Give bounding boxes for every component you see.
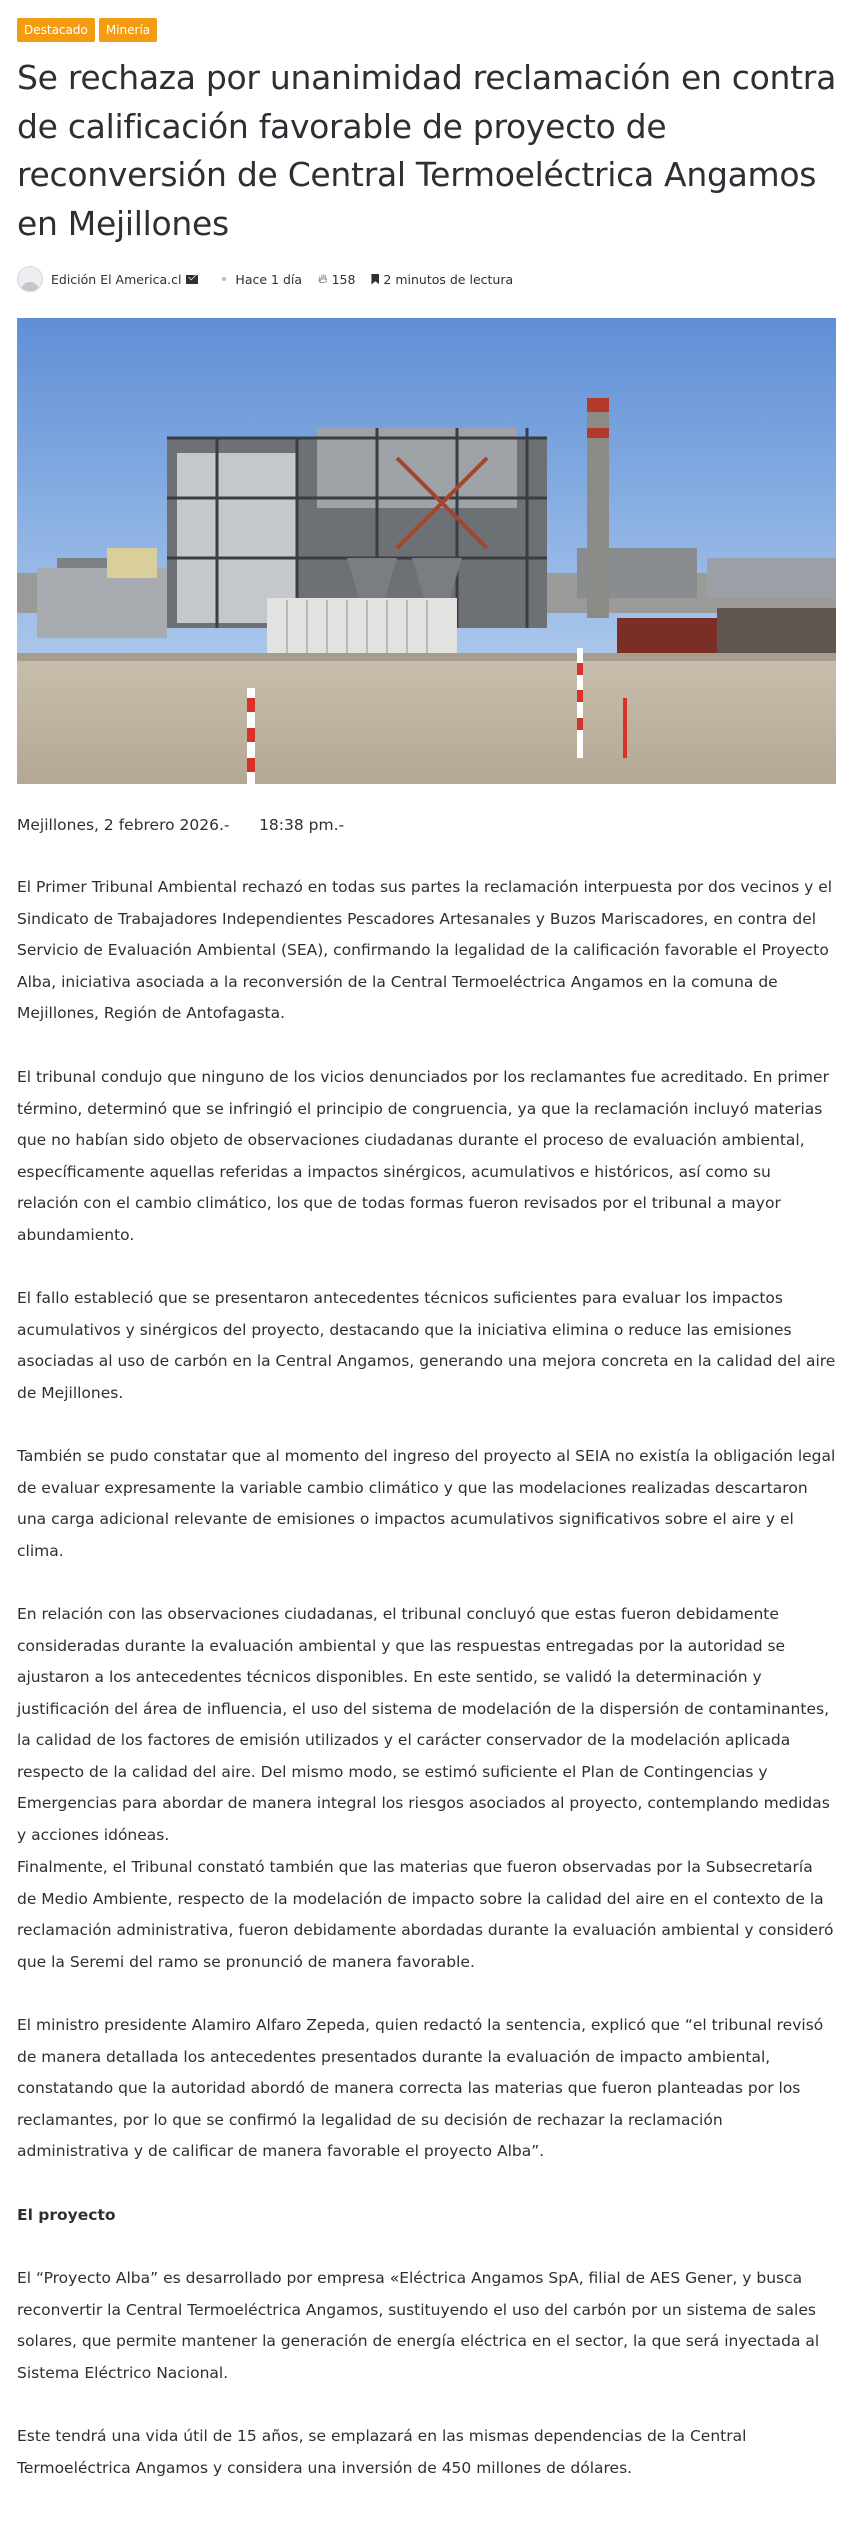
article-paragraph: El fallo estableció que se presentaron antecedentes técnicos suficientes para evaluar los impactos acumulativos y sinérgicos del proyecto, destacando que la iniciativa elimina o reduce las emisiones asociadas al uso de carbón en la Central Angamos, generando una mejora concreta en la calidad del aire de Mejillones. xyxy=(17,1289,836,1402)
post-time: Hace 1 día xyxy=(235,271,303,287)
article-paragraph: Este tendrá una vida útil de 15 años, se emplazará en las mismas dependencias de la Central Termoeléctrica Angamos y considera una inversión de 450 millones de dólares. xyxy=(17,2427,747,2477)
envelope-icon[interactable] xyxy=(186,275,198,284)
bookmark-icon xyxy=(371,274,379,285)
article-paragraph: El Primer Tribunal Ambiental rechazó en todas sus partes la reclamación interpuesta por dos vecinos y el Sindicato de Trabajadores Independientes Pescadores Artesanales y Buzos Mariscadores, en contra del Servicio de Evaluación Ambiental (SEA), confirmando la legalidad de la calificación favorable el Proyecto Alba, iniciativa asociada a la reconversión de la Central Termoeléctrica Angamos en la comuna de Mejillones, Región de Antofagasta. xyxy=(17,878,833,1022)
article-paragraph: El tribunal condujo que ninguno de los vicios denunciados por los reclamantes fue acreditado. En primer término, determinó que se infringió el principio de congruencia, ya que la reclamación incluyó materias que no habían sido objeto de observaciones ciudadanas durante el proceso de evaluación ambiental, específicamente aquellas referidas a impactos sinérgicos, acumulativos e históricos, así como su relación con el cambio climático, los que de todas formas fueron revisados por el tribunal a mayor abundamiento. xyxy=(17,1068,829,1244)
article-paragraph: También se pudo constatar que al momento del ingreso del proyecto al SEIA no existía la obligación legal de evaluar expresamente la variable cambio climático y que las modelaciones realizadas descartaron una carga adicional relevante de emisiones o impactos acumulativos significativos sobre el aire y el clima. xyxy=(17,1447,836,1560)
featured-image-power-plant xyxy=(17,318,836,784)
article-paragraph: El ministro presidente Alamiro Alfaro Zepeda, quien redactó la sentencia, explicó que “el tribunal revisó de manera detallada los antecedentes presentados durante la evaluación de impacto ambiental, constatando que la autoridad abordó de manera correcta las materias que fueron planteadas por los reclamantes, por lo que se confirmó la legalidad de su decisión de rechazar la reclamación administrativa y de calificar de manera favorable el proyecto Alba”. xyxy=(17,2016,824,2160)
user-avatar-icon[interactable] xyxy=(17,266,43,292)
post-meta xyxy=(17,266,513,292)
article-title: Se rechaza por unanimidad reclamación en contra de calificación favorable de proyecto de reconversión de Central Termoeléctrica Angamos en Mejillones xyxy=(17,58,836,243)
author-name[interactable]: Edición El America.cl xyxy=(51,271,182,287)
category-list xyxy=(17,18,157,42)
category-badge-mineria[interactable]: Minería xyxy=(99,18,157,42)
section-subheading: El proyecto xyxy=(17,2206,116,2224)
read-time: 2 minutos de lectura xyxy=(383,271,514,287)
category-badge-destacado[interactable]: Destacado xyxy=(17,18,95,42)
article-paragraph: En relación con las observaciones ciudadanas, el tribunal concluyó que estas fueron debidamente consideradas durante la evaluación ambiental y que las respuestas entregadas por la autoridad se ajustaron a los antecedentes técnicos disponibles. En este sentido, se validó la determinación y justificación del área de influencia, el uso del sistema de modelación de la dispersión de contaminantes, la calidad de los factores de emisión utilizados y el carácter conservador de la modelación aplicada respecto de la calidad del aire. Del mismo modo, se estimó suficiente el Plan de Contingencias y Emergencias para abordar de manera integral los riesgos asociados al proyecto, contemplando medidas y acciones idóneas. xyxy=(17,1605,830,1844)
article-paragraph: El “Proyecto Alba” es desarrollado por empresa «Eléctrica Angamos SpA, filial de AES Gener, y busca reconvertir la Central Termoeléctrica Angamos, sustituyendo el uso del carbón por un sistema de sales solares, que permite mantener la generación de energía eléctrica en el sector, la que será inyectada al Sistema Eléctrico Nacional. xyxy=(17,2269,820,2382)
article-dateline: Mejillones, 2 febrero 2026.- 18:38 pm.- xyxy=(17,816,345,834)
view-count: 158 xyxy=(331,271,356,287)
article-paragraph: Finalmente, el Tribunal constató también que las materias que fueron observadas por la Subsecretaría de Medio Ambiente, respecto de la modelación de impacto sobre la calidad del aire en el contexto de la reclamación administrativa, fueron debidamente abordadas durante la evaluación ambiental y consideró que la Seremi del ramo se pronunció de manera favorable. xyxy=(17,1858,834,1971)
separator-dot xyxy=(222,277,226,281)
fire-icon: 🔥︎ xyxy=(318,271,328,287)
